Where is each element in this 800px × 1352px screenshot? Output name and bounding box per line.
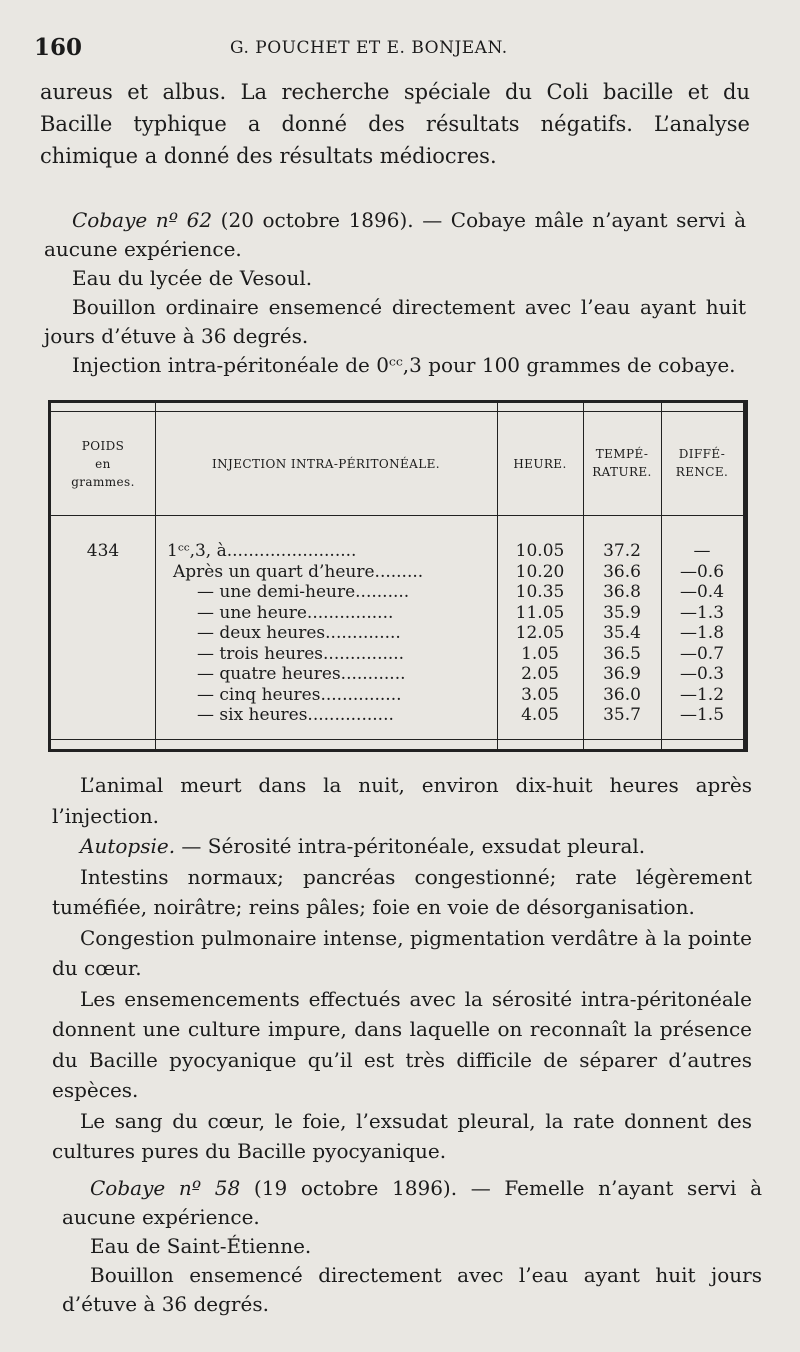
difference-value: —0.3 bbox=[679, 664, 725, 684]
header-hour: HEURE. bbox=[513, 457, 567, 471]
injection-time-label: — une heure................ bbox=[197, 602, 394, 623]
autopsy-text: — Sérosité intra-péritonéale, exsudat pleural. bbox=[175, 834, 646, 858]
blood-paragraph: Le sang du cœur, le foie, l’exsudat pleural, la rate donnent des cultures pures du Bacille pyocyanique. bbox=[52, 1108, 752, 1163]
difference-value: —1.5 bbox=[679, 705, 725, 725]
difference-value: — bbox=[693, 541, 711, 561]
injection-time-label: Après un quart d’heure......... bbox=[173, 561, 424, 582]
hour-column bbox=[499, 541, 581, 726]
hour-value: 1.05 bbox=[521, 643, 559, 664]
temperature-value: 35.7 bbox=[603, 705, 641, 725]
cobaye-62-broth: Bouillon ordinaire ensemencé directement avec l’eau ayant huit jours d’étuve à 36 degrés. bbox=[44, 295, 746, 348]
temperature-value: 36.8 bbox=[603, 582, 641, 602]
injection-time-label: — trois heures............... bbox=[197, 643, 405, 664]
hour-value: 4.05 bbox=[521, 705, 559, 725]
autopsy-block bbox=[52, 770, 752, 1167]
cobaye-58-water: Eau de Saint-Étienne. bbox=[90, 1234, 312, 1258]
difference-value: —0.7 bbox=[679, 643, 725, 664]
temperature-table bbox=[48, 400, 748, 752]
temperature-value: 36.0 bbox=[603, 684, 641, 705]
table-col-divider bbox=[583, 403, 584, 749]
temperature-value: 35.9 bbox=[603, 602, 641, 623]
weight-value: 434 bbox=[86, 541, 120, 561]
cobaye-62-water: Eau du lycée de Vesoul. bbox=[72, 266, 313, 290]
temperature-value: 36.5 bbox=[603, 643, 641, 664]
header-injection: INJECTION INTRA-PÉRITONÉALE. bbox=[211, 457, 440, 471]
cobaye-58-title: Cobaye nº 58 bbox=[90, 1176, 241, 1200]
table-col-divider bbox=[497, 403, 498, 749]
temperature-value: 36.9 bbox=[603, 664, 641, 684]
running-head: G. POUCHET ET E. BONJEAN. bbox=[230, 38, 508, 58]
autopsy-heading bbox=[52, 831, 752, 862]
organs-paragraph: Intestins normaux; pancréas congestionné; rate légèrement tuméfiée, noirâtre; reins pâles; foie en voie de désorganisation. bbox=[52, 864, 752, 919]
cobaye-58-intro bbox=[62, 1174, 762, 1232]
table-col-divider bbox=[155, 403, 156, 749]
temperature-value: 36.6 bbox=[603, 561, 641, 582]
temperature-column bbox=[585, 541, 659, 726]
table-row-divider bbox=[51, 411, 743, 412]
lung-paragraph: Congestion pulmonaire intense, pigmentation verdâtre à la pointe du cœur. bbox=[52, 925, 752, 980]
table-row-divider bbox=[51, 739, 743, 740]
cobaye-62-desc: (20 octobre 1896). — Cobaye mâle n’ayant servi à aucune expérience. bbox=[44, 208, 746, 261]
intro-block bbox=[40, 76, 750, 172]
header-temperature: TEMPÉ- RATURE. bbox=[592, 447, 652, 479]
hour-value: 12.05 bbox=[515, 623, 565, 643]
cobaye-58-desc: (19 octobre 1896). — Femelle n’ayant servi à aucune expérience. bbox=[62, 1176, 762, 1229]
cobaye-62-title: Cobaye nº 62 bbox=[72, 208, 213, 232]
injection-time-label: — six heures................ bbox=[197, 705, 394, 725]
injection-time-label: — deux heures.............. bbox=[197, 623, 401, 643]
injection-time-label: 1ᶜᶜ,3, à........................ bbox=[167, 541, 357, 561]
difference-value: —1.2 bbox=[679, 684, 725, 705]
cobaye-62-block bbox=[44, 206, 746, 380]
autopsy-label: Autopsie. bbox=[80, 834, 176, 858]
header-difference: DIFFÉ- RENCE. bbox=[675, 447, 729, 479]
hour-value: 10.20 bbox=[515, 561, 565, 582]
difference-value: —1.3 bbox=[679, 602, 725, 623]
table-col-divider bbox=[661, 403, 662, 749]
cobaye-58-broth: Bouillon ensemencé directement avec l’eau ayant huit jours d’étuve à 36 degrés. bbox=[62, 1263, 762, 1316]
cobaye-58-block bbox=[62, 1174, 762, 1319]
injection-column bbox=[167, 541, 491, 726]
injection-time-label: — cinq heures............... bbox=[197, 684, 402, 705]
table-row-divider bbox=[51, 515, 743, 516]
intro-paragraph: aureus et albus. La recherche spéciale du Coli bacille et du Bacille typhique a donné des résultats négatifs. L’analyse chimique a donné des résultats médiocres. bbox=[40, 80, 750, 168]
hour-value: 3.05 bbox=[521, 684, 559, 705]
hour-value: 10.05 bbox=[515, 541, 565, 561]
culture-paragraph: Les ensemencements effectués avec la sérosité intra-péritonéale donnent une culture impure, dans laquelle on reconnaît la présence du Bacille pyocyanique qu’il est très difficile de séparer d’autres espèces. bbox=[52, 986, 752, 1102]
header-weight: POIDS en grammes. bbox=[71, 439, 135, 489]
difference-value: —0.4 bbox=[679, 582, 725, 602]
difference-value: —0.6 bbox=[679, 561, 725, 582]
injection-time-label: — une demi-heure.......... bbox=[197, 582, 410, 602]
difference-column bbox=[663, 541, 741, 726]
injection-time-label: — quatre heures............ bbox=[197, 664, 406, 684]
page-number: 160 bbox=[34, 34, 83, 61]
death-paragraph: L’animal meurt dans la nuit, environ dix-huit heures après l’injection. bbox=[52, 773, 752, 828]
hour-value: 2.05 bbox=[521, 664, 559, 684]
cobaye-62-injection: Injection intra-péritonéale de 0ᶜᶜ,3 pour 100 grammes de cobaye. bbox=[72, 353, 736, 377]
cobaye-62-intro bbox=[44, 206, 746, 264]
temperature-value: 35.4 bbox=[603, 623, 641, 643]
difference-value: —1.8 bbox=[679, 623, 725, 643]
temperature-value: 37.2 bbox=[603, 541, 641, 561]
hour-value: 10.35 bbox=[515, 582, 565, 602]
hour-value: 11.05 bbox=[515, 602, 565, 623]
page-header bbox=[34, 34, 740, 64]
